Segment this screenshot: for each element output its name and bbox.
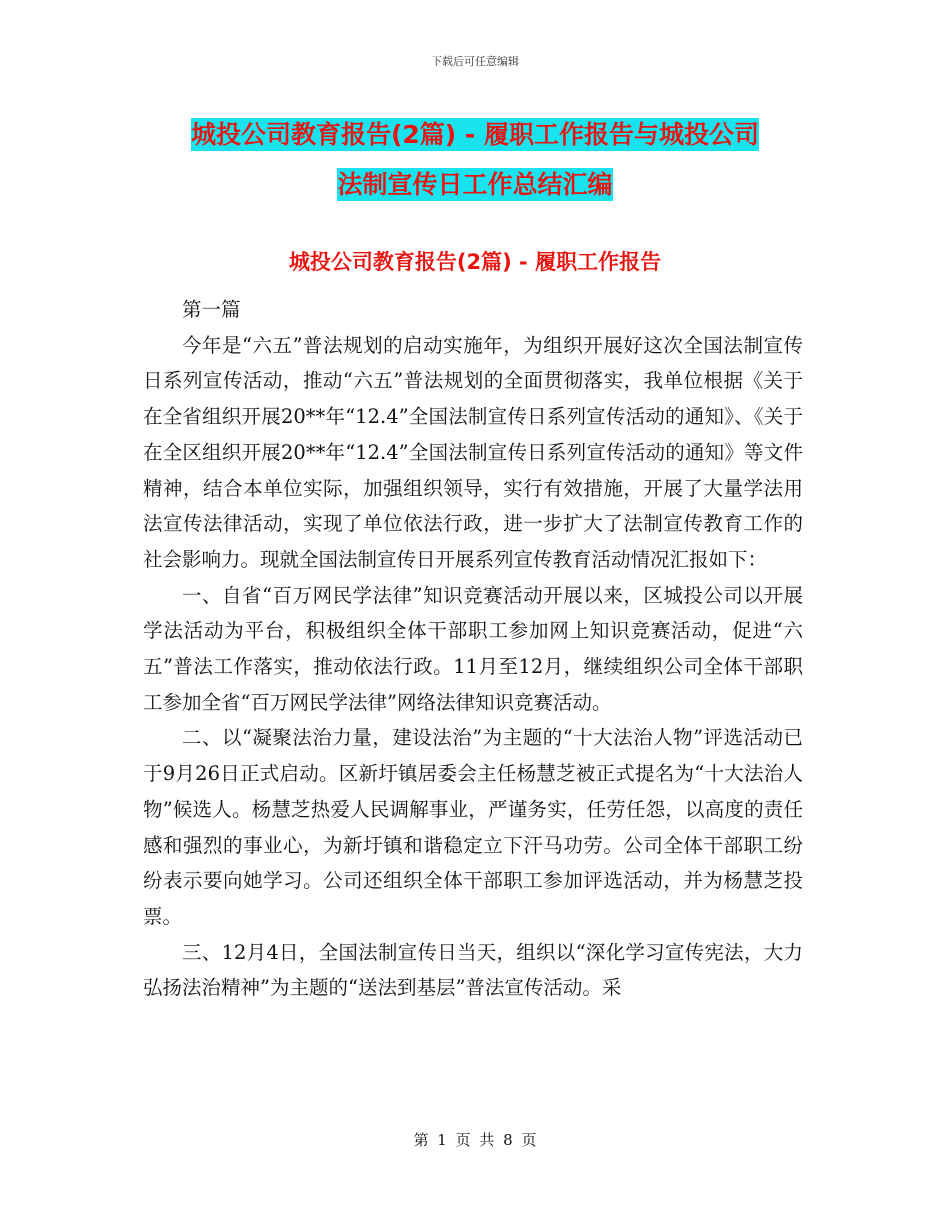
document-body xyxy=(143,292,803,1006)
page-footer: 第 1 页 共 8 页 xyxy=(413,1131,537,1149)
document-title xyxy=(0,110,950,210)
paragraph-item-1: 一、自省“百万网民学法律”知识竞赛活动开展以来，区城投公司以开展学法活动为平台，积极组织全体干部职工参加网上知识竞赛活动，促进“六五”普法工作落实，推动依法行政。11月至12月，继续组织公司全体干部职工参加全省“百万网民学法律”网络法律知识竞赛活动。 xyxy=(143,583,803,714)
title-line-1-text: 城投公司教育报告(2篇) - 履职工作报告与城投公司 xyxy=(190,120,760,149)
section-label: 第一篇 xyxy=(182,298,241,321)
paragraph-intro: 今年是“六五”普法规划的启动实施年，为组织开展好这次全国法制宣传日系列宣传活动，推动“六五”普法规划的全面贯彻落实，我单位根据《关于在全省组织开展20**年“12.4”全国法制宣传日系列宣传活动的通知》、《关于在全区组织开展20**年“12.4”全国法制宣传日系列宣传活动的通知》等文件精神，结合本单位实际，加强组织领导，实行有效措施，开展了大量学法用法宣传法律活动，实现了单位依法行政，进一步扩大了法制宣传教育工作的社会影响力。现就全国法制宣传日开展系列宣传教育活动情况汇报如下： xyxy=(143,333,803,571)
paragraph-item-2: 二、以“凝聚法治力量，建设法治”为主题的“十大法治人物”评选活动已于9月26日正式启动。区新圩镇居委会主任杨慧芝被正式提名为“十大法治人物”候选人。杨慧芝热爱人民调解事业，严谨务实，任劳任怨，以高度的责任感和强烈的事业心，为新圩镇和谐稳定立下汗马功劳。公司全体干部职工纷纷表示要向她学习。公司还组织全体干部职工参加评选活动，并为杨慧芝投票。 xyxy=(143,726,803,928)
header-note: 下载后可任意编辑 xyxy=(431,55,519,68)
title-line-2-text: 法制宣传日工作总结汇编 xyxy=(337,170,613,199)
title-line-1 xyxy=(0,110,950,160)
title-line-2 xyxy=(0,160,950,210)
section-title: 城投公司教育报告(2篇) - 履职工作报告 xyxy=(288,250,662,274)
paragraph-item-3: 三、12月4日，全国法制宣传日当天，组织以“深化学习宣传宪法，大力弘扬法治精神”为主题的“送法到基层”普法宣传活动。采 xyxy=(143,940,803,1000)
